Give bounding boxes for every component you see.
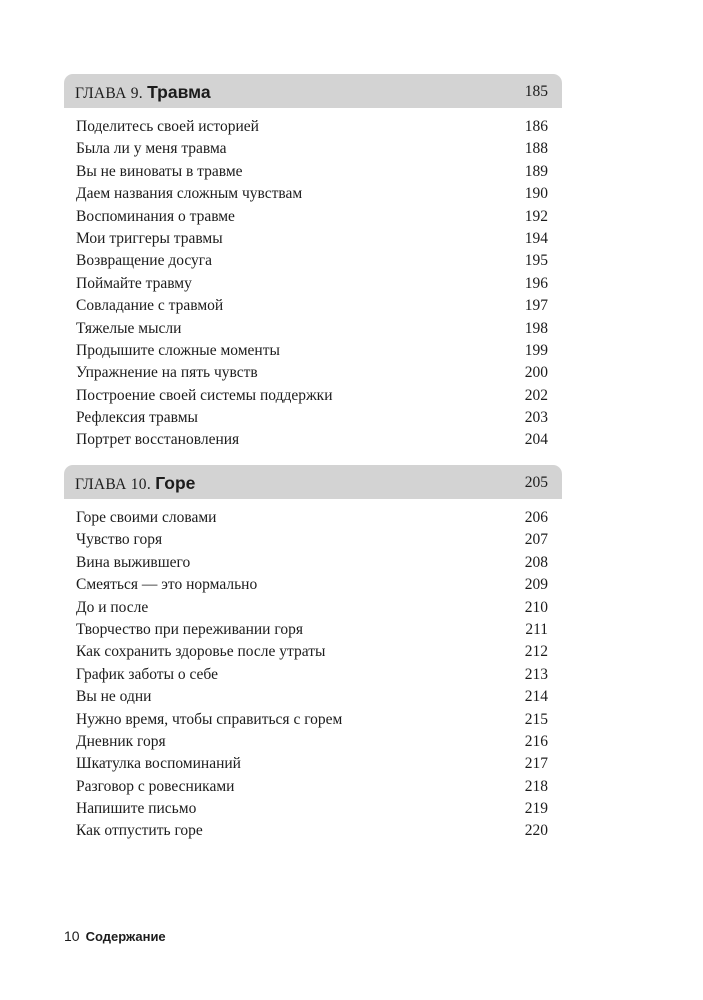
toc-entry — [64, 664, 562, 686]
entry-title: Вина выжившего — [76, 553, 191, 571]
entry-title: Творчество при переживании горя — [76, 620, 303, 638]
chapter-10-title: Горе — [155, 473, 196, 493]
entry-page: 200 — [524, 364, 548, 382]
entry-page: 203 — [524, 409, 548, 427]
entry-page: 202 — [524, 386, 548, 404]
toc-entry — [64, 161, 562, 183]
toc-entry — [64, 273, 562, 295]
toc-entry — [64, 295, 562, 317]
entry-page: 189 — [524, 162, 548, 180]
toc-entry — [64, 138, 562, 160]
entry-title: До и после — [76, 598, 149, 616]
entry-title: Портрет восстановления — [76, 431, 240, 449]
chapter-10-entries — [64, 507, 562, 843]
toc-entry — [64, 385, 562, 407]
chapter-10-page: 205 — [524, 474, 548, 491]
entry-page: 213 — [524, 665, 548, 683]
entry-title: Напишите письмо — [76, 800, 197, 818]
toc-entry — [64, 731, 562, 753]
entry-title: Тяжелые мысли — [76, 319, 182, 337]
toc-entry — [64, 820, 562, 842]
entry-title: Возвращение досуга — [76, 252, 213, 270]
chapter-10-section — [64, 465, 562, 843]
toc-entry — [64, 709, 562, 731]
footer-page-number: 10 — [64, 928, 80, 944]
entry-page: 216 — [524, 732, 548, 750]
toc-entry — [64, 798, 562, 820]
entry-page: 215 — [524, 710, 548, 728]
chapter-9-entries — [64, 116, 562, 452]
entry-page: 209 — [524, 576, 548, 594]
toc-entry — [64, 552, 562, 574]
toc-entry — [64, 318, 562, 340]
toc-entry — [64, 206, 562, 228]
toc-entry — [64, 529, 562, 551]
toc-entry — [64, 429, 562, 451]
entry-title: Чувство горя — [76, 531, 163, 549]
entry-title: Разговор с ровесниками — [76, 777, 235, 795]
entry-page: 188 — [524, 140, 548, 158]
toc-entry — [64, 362, 562, 384]
toc-entry — [64, 116, 562, 138]
chapter-9-page: 185 — [524, 83, 548, 100]
toc-entry — [64, 183, 562, 205]
entry-page: 210 — [524, 598, 548, 616]
entry-page: 206 — [524, 509, 548, 526]
entry-page: 214 — [524, 688, 548, 706]
chapter-9-title: Травма — [147, 82, 211, 102]
toc-entry — [64, 507, 562, 529]
entry-page: 195 — [524, 252, 548, 270]
chapter-9-heading — [75, 82, 211, 103]
entry-title: Рефлексия травмы — [76, 409, 198, 427]
entry-page: 220 — [524, 822, 548, 840]
entry-page: 212 — [524, 643, 548, 661]
entry-title: Смеяться — это нормально — [76, 576, 258, 594]
entry-page: 218 — [524, 777, 548, 795]
entry-page: 199 — [524, 341, 548, 359]
entry-page: 217 — [524, 755, 548, 773]
chapter-9-section — [64, 74, 562, 452]
toc-entry — [64, 597, 562, 619]
entry-title: Как отпустить горе — [76, 822, 203, 840]
entry-page: 208 — [524, 553, 548, 571]
footer-title: Содержание — [85, 929, 166, 944]
entry-title: Построение своей системы поддержки — [76, 386, 333, 404]
entry-title: Как сохранить здоровье после утраты — [76, 643, 326, 661]
toc-entry — [64, 753, 562, 775]
toc-entry — [64, 619, 562, 641]
entry-title: Даем названия сложным чувствам — [76, 185, 303, 203]
entry-page: 190 — [524, 185, 548, 203]
toc-entry — [64, 776, 562, 798]
entry-page: 207 — [524, 531, 548, 549]
entry-page: 192 — [524, 207, 548, 225]
entry-title: Была ли у меня травма — [76, 140, 227, 158]
chapter-9-prefix: ГЛАВА 9. — [75, 85, 143, 102]
entry-page: 198 — [524, 319, 548, 337]
chapter-10-heading — [75, 473, 195, 494]
entry-page: 219 — [524, 800, 548, 818]
toc-entry — [64, 228, 562, 250]
entry-title: Нужно время, чтобы справиться с горем — [76, 710, 343, 728]
entry-page: 194 — [524, 229, 548, 247]
entry-title: Мои триггеры травмы — [76, 229, 223, 247]
entry-title: Вы не одни — [76, 688, 152, 706]
entry-page: 204 — [524, 431, 548, 449]
entry-title: Поймайте травму — [76, 274, 192, 292]
entry-title: Дневник горя — [76, 732, 166, 750]
toc-entry — [64, 641, 562, 663]
toc-entry — [64, 407, 562, 429]
toc-entry — [64, 250, 562, 272]
chapter-10-header — [64, 465, 562, 499]
entry-page: 186 — [524, 118, 548, 135]
entry-title: Вы не виноваты в травме — [76, 162, 243, 180]
toc-entry — [64, 686, 562, 708]
entry-page: 197 — [524, 297, 548, 315]
entry-title: Продышите сложные моменты — [76, 341, 280, 359]
entry-page: 211 — [525, 620, 548, 638]
entry-title: Шкатулка воспоминаний — [76, 755, 241, 773]
entry-title: Упражнение на пять чувств — [76, 364, 258, 382]
entry-page: 196 — [524, 274, 548, 292]
entry-title: Воспоминания о травме — [76, 207, 235, 225]
entry-title: График заботы о себе — [76, 665, 218, 683]
entry-title: Горе своими словами — [76, 509, 217, 526]
toc-entry — [64, 574, 562, 596]
toc-entry — [64, 340, 562, 362]
entry-title: Поделитесь своей историей — [76, 118, 259, 135]
page-footer — [64, 928, 166, 944]
entry-title: Совладание с травмой — [76, 297, 224, 315]
chapter-9-header — [64, 74, 562, 108]
chapter-10-prefix: ГЛАВА 10. — [75, 476, 152, 493]
